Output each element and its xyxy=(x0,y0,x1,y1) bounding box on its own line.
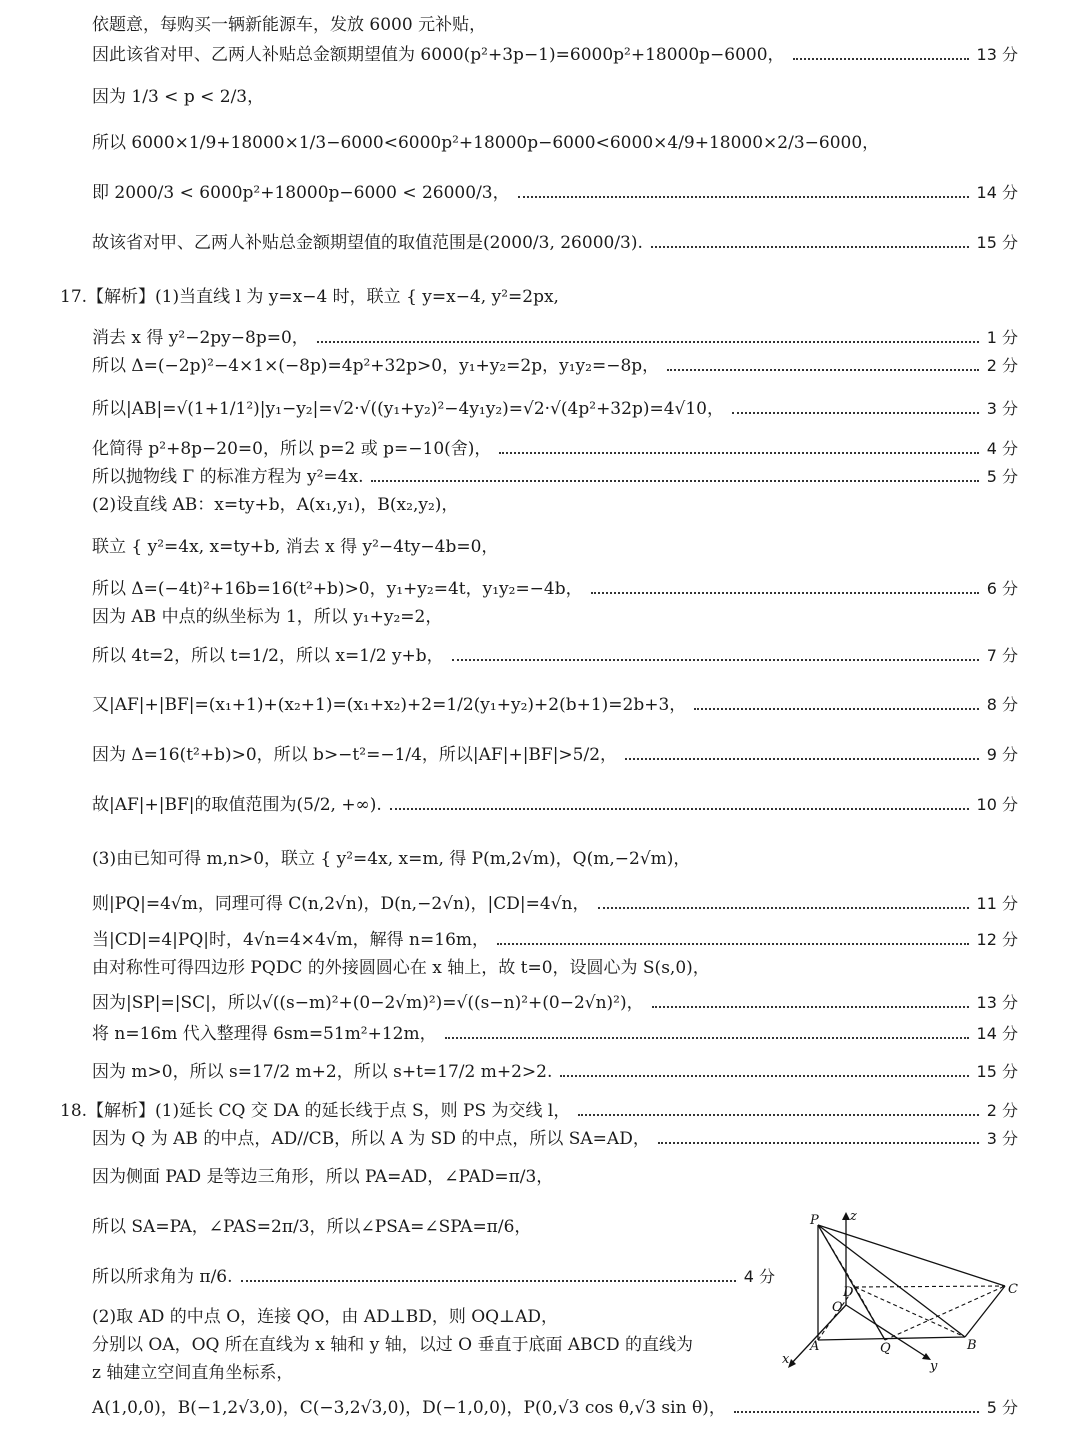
score-label: 13 分 xyxy=(976,993,1018,1012)
label-P: P xyxy=(810,1213,819,1228)
score-label: 15 分 xyxy=(976,233,1018,252)
text-line xyxy=(92,1128,1018,1150)
text-line xyxy=(92,645,1018,667)
line-text: 17.【解析】(1)当直线 l 为 y=x−4 时，联立 { y=x−4, y²=2px, xyxy=(60,287,559,307)
text-line xyxy=(92,494,1018,516)
dot-leader xyxy=(241,1280,736,1282)
label-A: A xyxy=(810,1339,820,1354)
label-z: z xyxy=(850,1210,857,1224)
score-label: 2 分 xyxy=(986,1101,1018,1120)
score-label: 15 分 xyxy=(976,1062,1018,1081)
line-text: 又|AF|+|BF|=(x₁+1)+(x₂+1)=(x₁+x₂)+2=1/2(y₁+y₂)+2(b+1)=2b+3， xyxy=(92,695,687,715)
text-line xyxy=(92,1266,775,1288)
line-text: 所以|AB|=√(1+1/1²)|y₁−y₂|=√2·√((y₁+y₂)²−4y₁y₂)=√2·√(4p²+32p)=4√10， xyxy=(92,399,724,419)
line-text: 因为 Δ=16(t²+b)>0，所以 b>−t²=−1/4，所以|AF|+|BF|>5/2， xyxy=(92,745,618,765)
dot-leader xyxy=(591,592,979,594)
dot-leader xyxy=(560,1075,968,1077)
dot-leader xyxy=(625,758,979,760)
text-line xyxy=(92,1306,770,1328)
text-line xyxy=(92,132,1018,154)
text-line xyxy=(92,606,1018,628)
dot-leader xyxy=(445,1037,969,1039)
score-label: 5 分 xyxy=(986,467,1018,486)
line-text: 联立 { y²=4x, x=ty+b, 消去 x 得 y²−4ty−4b=0， xyxy=(92,537,499,557)
score-label: 11 分 xyxy=(976,894,1018,913)
dot-leader xyxy=(518,196,969,198)
text-line xyxy=(92,893,1018,915)
text-line xyxy=(92,957,1018,979)
line-text: 将 n=16m 代入整理得 6sm=51m²+12m， xyxy=(92,1024,437,1044)
text-line xyxy=(92,1397,1018,1419)
dot-leader xyxy=(734,1411,979,1413)
score-label: 7 分 xyxy=(986,646,1018,665)
score-label: 1 分 xyxy=(986,328,1018,347)
text-line xyxy=(92,466,1018,488)
dot-leader xyxy=(793,58,969,60)
text-line xyxy=(92,929,1018,951)
dot-leader xyxy=(598,907,969,909)
dot-leader xyxy=(578,1114,978,1116)
line-text: 因为 m>0，所以 s=17/2 m+2，所以 s+t=17/2 m+2>2. xyxy=(92,1062,553,1082)
text-line xyxy=(92,1023,1018,1045)
line-text: 因为|SP|=|SC|，所以√((s−m)²+(0−2√m)²)=√((s−n)²+(0−2√n)²)， xyxy=(92,993,644,1013)
label-D: D xyxy=(843,1285,854,1300)
edge-BC xyxy=(965,1286,1005,1337)
dot-leader xyxy=(317,341,979,343)
text-line xyxy=(92,1362,770,1384)
line-text: 因为 1/3 < p < 2/3， xyxy=(92,87,265,107)
score-label: 4 分 xyxy=(743,1267,775,1286)
line-text: 化简得 p²+8p−20=0，所以 p=2 或 p=−10(舍)， xyxy=(92,439,492,459)
line-text: z 轴建立空间直角坐标系， xyxy=(92,1363,294,1383)
dot-leader xyxy=(499,452,978,454)
score-label: 9 分 xyxy=(986,745,1018,764)
label-Q: Q xyxy=(880,1341,891,1356)
line-text: 因为 Q 为 AB 的中点，AD//CB，所以 A 为 SD 的中点，所以 SA=AD， xyxy=(92,1129,650,1149)
dot-leader xyxy=(497,943,969,945)
score-label: 12 分 xyxy=(976,930,1018,949)
text-line xyxy=(92,744,1018,766)
dot-leader xyxy=(452,659,979,661)
line-text: 因为侧面 PAD 是等边三角形，所以 PA=AD，∠PAD=π/3， xyxy=(92,1167,554,1187)
edge-PQ xyxy=(818,1225,885,1340)
score-label: 6 分 xyxy=(986,579,1018,598)
line-text: 所以 SA=PA，∠PAS=2π/3，所以∠PSA=∠SPA=π/6， xyxy=(92,1217,532,1237)
label-B: B xyxy=(967,1338,977,1353)
edge-AB xyxy=(818,1337,965,1340)
text-line xyxy=(60,1100,1018,1122)
text-line xyxy=(60,286,1018,308)
text-line xyxy=(92,536,1018,558)
text-line xyxy=(92,327,1018,349)
edge-DC xyxy=(855,1286,1005,1287)
score-label: 3 分 xyxy=(986,1129,1018,1148)
score-label: 4 分 xyxy=(986,439,1018,458)
line-text: 分别以 OA，OQ 所在直线为 x 轴和 y 轴，以过 O 垂直于底面 ABCD 的直线为 xyxy=(92,1335,693,1355)
text-line xyxy=(92,438,1018,460)
text-line xyxy=(92,182,1018,204)
dot-leader xyxy=(390,808,969,810)
score-label: 5 分 xyxy=(986,1398,1018,1417)
text-line xyxy=(92,355,1018,377)
text-line xyxy=(92,694,1018,716)
dot-leader xyxy=(667,369,979,371)
text-line xyxy=(92,1166,1018,1188)
text-line xyxy=(92,1061,1018,1083)
label-y: y xyxy=(930,1359,938,1374)
line-text: 所以 Δ=(−2p)²−4×1×(−8p)=4p²+32p>0，y₁+y₂=2p，y₁y₂=−8p， xyxy=(92,356,660,376)
score-label: 14 分 xyxy=(976,183,1018,202)
text-line xyxy=(92,578,1018,600)
line-text: 故|AF|+|BF|的取值范围为(5/2, +∞). xyxy=(92,795,382,815)
line-text: A(1,0,0)，B(−1,2√3,0)，C(−3,2√3,0)，D(−1,0,0)，P(0,√3 cos θ,√3 sin θ)， xyxy=(92,1398,726,1418)
dot-leader xyxy=(371,480,978,482)
line-text: 消去 x 得 y²−2py−8p=0， xyxy=(92,328,309,348)
dot-leader xyxy=(694,708,978,710)
text-line xyxy=(92,794,1018,816)
dot-leader xyxy=(732,412,979,414)
line-text: 所以 4t=2，所以 t=1/2，所以 x=1/2 y+b， xyxy=(92,646,444,666)
text-line xyxy=(92,992,1018,1014)
line-text: 因此该省对甲、乙两人补贴总金额期望值为 6000(p²+3p−1)=6000p²+18000p−6000， xyxy=(92,45,785,65)
dot-leader xyxy=(651,246,969,248)
line-text: 即 2000/3 < 6000p²+18000p−6000 < 26000/3， xyxy=(92,183,510,203)
line-text: 故该省对甲、乙两人补贴总金额期望值的取值范围是(2000/3, 26000/3). xyxy=(92,233,643,253)
edge-QC xyxy=(885,1286,1005,1340)
score-label: 14 分 xyxy=(976,1024,1018,1043)
score-label: 13 分 xyxy=(976,45,1018,64)
text-line xyxy=(92,86,1018,108)
line-text: (2)取 AD 的中点 O，连接 QO，由 AD⊥BD，则 OQ⊥AD， xyxy=(92,1307,559,1327)
label-x: x xyxy=(782,1352,790,1367)
label-O: O xyxy=(832,1300,843,1315)
line-text: 因为 AB 中点的纵坐标为 1，所以 y₁+y₂=2， xyxy=(92,607,443,627)
line-text: 依题意，每购买一辆新能源车，发放 6000 元补贴， xyxy=(92,15,487,35)
text-line xyxy=(92,44,1018,66)
line-text: 当|CD|=4|PQ|时，4√n=4×4√m，解得 n=16m， xyxy=(92,930,490,950)
text-line xyxy=(92,848,1018,870)
score-label: 8 分 xyxy=(986,695,1018,714)
score-label: 3 分 xyxy=(986,399,1018,418)
dot-leader xyxy=(652,1006,969,1008)
line-text: 所以 Δ=(−4t)²+16b=16(t²+b)>0，y₁+y₂=4t，y₁y₂=−4b， xyxy=(92,579,583,599)
line-text: 所以所求角为 π/6. xyxy=(92,1267,233,1287)
line-text: (3)由已知可得 m,n>0，联立 { y²=4x, x=m, 得 P(m,2√m)，Q(m,−2√m)， xyxy=(92,849,691,869)
line-text: 所以 6000×1/9+18000×1/3−6000<6000p²+18000p−6000<6000×4/9+18000×2/3−6000， xyxy=(92,133,880,153)
line-text: 由对称性可得四边形 PQDC 的外接圆圆心在 x 轴上，故 t=0，设圆心为 S(s,0)， xyxy=(92,958,710,978)
line-text: 18.【解析】(1)延长 CQ 交 DA 的延长线于点 S，则 PS 为交线 l， xyxy=(60,1101,571,1121)
text-line xyxy=(92,1334,770,1356)
dot-leader xyxy=(658,1142,979,1144)
score-label: 2 分 xyxy=(986,356,1018,375)
pyramid-diagram xyxy=(780,1210,1025,1380)
text-line xyxy=(92,1216,770,1238)
score-label: 10 分 xyxy=(976,795,1018,814)
label-C: C xyxy=(1008,1282,1018,1297)
text-line xyxy=(92,14,1018,36)
text-line xyxy=(92,232,1018,254)
edge-PB xyxy=(818,1225,965,1337)
line-text: (2)设直线 AB：x=ty+b，A(x₁,y₁)，B(x₂,y₂)， xyxy=(92,495,459,515)
z-arrow-icon xyxy=(842,1212,850,1220)
line-text: 所以抛物线 Γ 的标准方程为 y²=4x. xyxy=(92,467,364,487)
text-line xyxy=(92,398,1018,420)
line-text: 则|PQ|=4√m，同理可得 C(n,2√n)，D(n,−2√n)，|CD|=4√n， xyxy=(92,894,590,914)
